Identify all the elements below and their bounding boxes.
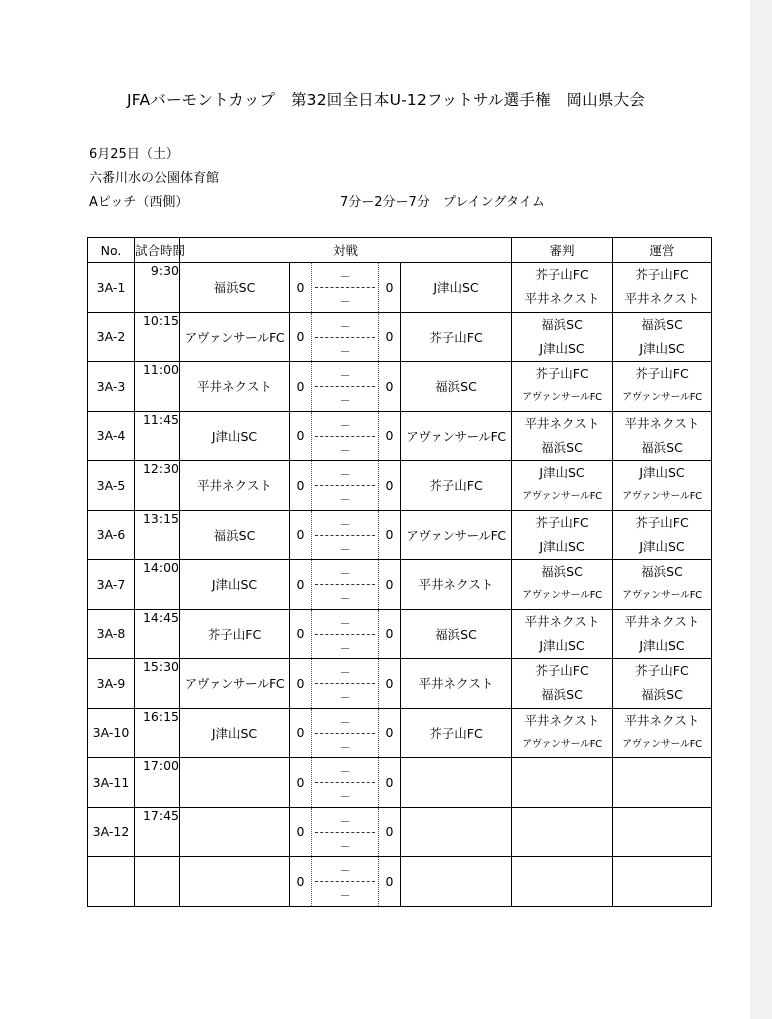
event-date: 6月25日（土）: [89, 147, 179, 162]
match-number: 3A-4: [88, 411, 135, 461]
second-half-dash: －: [339, 542, 351, 556]
divider-line: [315, 782, 375, 783]
table-row: [88, 659, 712, 709]
operation-cell: [613, 362, 712, 412]
event-venue: 六番川水の公園体育館: [89, 171, 220, 186]
away-score: 0: [379, 659, 401, 709]
referee-team-1: J津山SC: [539, 465, 585, 481]
operation-team-1: 福浜SC: [641, 316, 683, 332]
operation-team-2: J津山SC: [639, 340, 685, 356]
referee-team-2: J津山SC: [539, 538, 585, 554]
second-half-dash: －: [339, 295, 351, 309]
away-team: [401, 857, 512, 907]
home-team: 福浜SC: [180, 510, 290, 560]
second-half-dash: －: [339, 344, 351, 358]
match-number: 3A-10: [88, 708, 135, 758]
operation-team-1: 福浜SC: [641, 564, 683, 580]
match-number: 3A-2: [88, 312, 135, 362]
referee-team-1: 芥子山FC: [535, 663, 589, 679]
first-half-dash: －: [339, 616, 351, 630]
operation-team-2: アヴァンサールFC: [622, 491, 702, 503]
match-number: 3A-12: [88, 807, 135, 857]
away-score: 0: [379, 758, 401, 808]
score-separator: [312, 857, 379, 907]
away-score: 0: [379, 411, 401, 461]
away-score: 0: [379, 312, 401, 362]
referee-team-2: 福浜SC: [541, 439, 583, 455]
second-half-dash: －: [339, 691, 351, 705]
operation-team-1: 芥子山FC: [635, 514, 689, 530]
away-team: [401, 807, 512, 857]
page-edge-strip: [750, 0, 772, 1019]
operation-team-1: 芥子山FC: [635, 267, 689, 283]
referee-cell: [512, 609, 613, 659]
away-score: 0: [379, 263, 401, 313]
divider-line: [315, 337, 375, 338]
divider-line: [315, 386, 375, 387]
home-team: 芥子山FC: [180, 609, 290, 659]
table-row: [88, 560, 712, 610]
divider-line: [315, 683, 375, 684]
event-pitch: Aピッチ（西側）: [89, 195, 189, 210]
away-team: J津山SC: [401, 263, 512, 313]
table-row: [88, 609, 712, 659]
second-half-dash: －: [339, 493, 351, 507]
referee-cell: [512, 560, 613, 610]
referee-team-1: 福浜SC: [541, 564, 583, 580]
referee-team-2: 福浜SC: [541, 687, 583, 703]
referee-team-2: J津山SC: [539, 637, 585, 653]
first-half-dash: －: [339, 517, 351, 531]
table-row: [88, 362, 712, 412]
away-score: 0: [379, 510, 401, 560]
second-half-dash: －: [339, 839, 351, 853]
header-match: 対戦: [180, 238, 512, 263]
match-time: 14:45: [135, 609, 180, 659]
home-team: J津山SC: [180, 708, 290, 758]
away-team: 芥子山FC: [401, 461, 512, 511]
home-score: 0: [290, 263, 312, 313]
table-header-row: [88, 238, 712, 263]
table-body: [88, 263, 712, 907]
home-score: 0: [290, 362, 312, 412]
referee-cell: [512, 807, 613, 857]
divider-line: [315, 436, 375, 437]
match-time: 15:30: [135, 659, 180, 709]
match-time: 14:00: [135, 560, 180, 610]
away-team: 芥子山FC: [401, 312, 512, 362]
operation-team-2: J津山SC: [639, 637, 685, 653]
table-row: [88, 263, 712, 313]
match-schedule-table: [87, 237, 712, 907]
referee-team-1: 平井ネクスト: [524, 415, 600, 431]
divider-line: [315, 733, 375, 734]
away-score: 0: [379, 708, 401, 758]
away-score: 0: [379, 857, 401, 907]
referee-cell: [512, 708, 613, 758]
home-team: アヴァンサールFC: [180, 659, 290, 709]
match-number: 3A-11: [88, 758, 135, 808]
operation-cell: [613, 461, 712, 511]
referee-team-1: 芥子山FC: [535, 366, 589, 382]
home-score: 0: [290, 708, 312, 758]
operation-cell: [613, 807, 712, 857]
operation-cell: [613, 708, 712, 758]
home-team: アヴァンサールFC: [180, 312, 290, 362]
second-half-dash: －: [339, 641, 351, 655]
score-separator: [312, 461, 379, 511]
first-half-dash: －: [339, 319, 351, 333]
home-team: [180, 857, 290, 907]
table-row: [88, 807, 712, 857]
referee-cell: [512, 758, 613, 808]
away-score: 0: [379, 362, 401, 412]
home-team: 平井ネクスト: [180, 461, 290, 511]
divider-line: [315, 634, 375, 635]
operation-team-1: 平井ネクスト: [624, 712, 700, 728]
score-separator: [312, 708, 379, 758]
home-team: 福浜SC: [180, 263, 290, 313]
operation-cell: [613, 659, 712, 709]
referee-team-1: 芥子山FC: [535, 514, 589, 530]
second-half-dash: －: [339, 740, 351, 754]
table-row: [88, 312, 712, 362]
match-number: 3A-9: [88, 659, 135, 709]
operation-team-2: J津山SC: [639, 538, 685, 554]
away-team: 平井ネクスト: [401, 560, 512, 610]
match-time: 17:45: [135, 807, 180, 857]
home-team: 平井ネクスト: [180, 362, 290, 412]
match-time: [135, 857, 180, 907]
match-time: 12:30: [135, 461, 180, 511]
home-score: 0: [290, 461, 312, 511]
home-team: J津山SC: [180, 560, 290, 610]
referee-team-1: 平井ネクスト: [524, 712, 600, 728]
score-separator: [312, 609, 379, 659]
divider-line: [315, 287, 375, 288]
table-row: [88, 411, 712, 461]
match-number: 3A-1: [88, 263, 135, 313]
away-team: アヴァンサールFC: [401, 510, 512, 560]
home-score: 0: [290, 510, 312, 560]
second-half-dash: －: [339, 394, 351, 408]
operation-team-2: アヴァンサールFC: [622, 392, 702, 404]
referee-cell: [512, 411, 613, 461]
operation-cell: [613, 312, 712, 362]
away-team: 芥子山FC: [401, 708, 512, 758]
operation-team-2: アヴァンサールFC: [622, 738, 702, 750]
divider-line: [315, 832, 375, 833]
referee-cell: [512, 312, 613, 362]
operation-team-2: 平井ネクスト: [624, 291, 700, 307]
first-half-dash: －: [339, 864, 351, 878]
operation-team-1: 芥子山FC: [635, 366, 689, 382]
referee-cell: [512, 263, 613, 313]
score-separator: [312, 263, 379, 313]
second-half-dash: －: [339, 889, 351, 903]
home-score: 0: [290, 857, 312, 907]
score-separator: [312, 312, 379, 362]
second-half-dash: －: [339, 790, 351, 804]
first-half-dash: －: [339, 567, 351, 581]
home-score: 0: [290, 560, 312, 610]
divider-line: [315, 485, 375, 486]
score-separator: [312, 659, 379, 709]
header-time: 試合時間: [135, 238, 180, 263]
score-separator: [312, 362, 379, 412]
match-number: [88, 857, 135, 907]
first-half-dash: －: [339, 369, 351, 383]
home-score: 0: [290, 312, 312, 362]
header-no: No.: [88, 238, 135, 263]
second-half-dash: －: [339, 592, 351, 606]
divider-line: [315, 535, 375, 536]
operation-team-1: 平井ネクスト: [624, 613, 700, 629]
operation-cell: [613, 857, 712, 907]
referee-team-2: J津山SC: [539, 340, 585, 356]
away-score: 0: [379, 560, 401, 610]
home-score: 0: [290, 758, 312, 808]
referee-team-2: アヴァンサールFC: [522, 392, 602, 404]
referee-team-2: 平井ネクスト: [524, 291, 600, 307]
score-separator: [312, 411, 379, 461]
match-number: 3A-3: [88, 362, 135, 412]
referee-team-1: 福浜SC: [541, 316, 583, 332]
table-row: [88, 758, 712, 808]
playing-time-format: 7分ー2分ー7分 プレイングタイム: [340, 195, 545, 210]
home-team: [180, 758, 290, 808]
first-half-dash: －: [339, 715, 351, 729]
table-row: [88, 510, 712, 560]
away-team: アヴァンサールFC: [401, 411, 512, 461]
away-score: 0: [379, 461, 401, 511]
match-time: 11:00: [135, 362, 180, 412]
referee-team-2: アヴァンサールFC: [522, 491, 602, 503]
operation-team-2: アヴァンサールFC: [622, 590, 702, 602]
first-half-dash: －: [339, 765, 351, 779]
operation-team-1: 芥子山FC: [635, 663, 689, 679]
home-score: 0: [290, 807, 312, 857]
divider-line: [315, 881, 375, 882]
match-time: 11:45: [135, 411, 180, 461]
away-team: 平井ネクスト: [401, 659, 512, 709]
home-team: J津山SC: [180, 411, 290, 461]
match-number: 3A-6: [88, 510, 135, 560]
table-row: [88, 461, 712, 511]
score-separator: [312, 560, 379, 610]
operation-team-2: 福浜SC: [641, 687, 683, 703]
home-team: [180, 807, 290, 857]
first-half-dash: －: [339, 418, 351, 432]
home-score: 0: [290, 659, 312, 709]
match-time: 17:00: [135, 758, 180, 808]
operation-team-2: 福浜SC: [641, 439, 683, 455]
away-team: [401, 758, 512, 808]
referee-cell: [512, 510, 613, 560]
score-separator: [312, 758, 379, 808]
first-half-dash: －: [339, 814, 351, 828]
match-time: 10:15: [135, 312, 180, 362]
away-team: 福浜SC: [401, 609, 512, 659]
referee-team-1: 芥子山FC: [535, 267, 589, 283]
divider-line: [315, 584, 375, 585]
referee-team-2: アヴァンサールFC: [522, 590, 602, 602]
operation-cell: [613, 510, 712, 560]
header-operation: 運営: [613, 238, 712, 263]
first-half-dash: －: [339, 468, 351, 482]
document-title: JFAバーモントカップ 第32回全日本U-12フットサル選手権 岡山県大会: [127, 91, 645, 109]
referee-team-2: アヴァンサールFC: [522, 738, 602, 750]
home-score: 0: [290, 609, 312, 659]
table-row: [88, 857, 712, 907]
first-half-dash: －: [339, 270, 351, 284]
match-number: 3A-7: [88, 560, 135, 610]
match-time: 16:15: [135, 708, 180, 758]
referee-cell: [512, 362, 613, 412]
first-half-dash: －: [339, 666, 351, 680]
referee-team-1: 平井ネクスト: [524, 613, 600, 629]
referee-cell: [512, 659, 613, 709]
match-number: 3A-8: [88, 609, 135, 659]
second-half-dash: －: [339, 443, 351, 457]
operation-team-1: 平井ネクスト: [624, 415, 700, 431]
operation-cell: [613, 560, 712, 610]
match-time: 13:15: [135, 510, 180, 560]
operation-cell: [613, 263, 712, 313]
home-score: 0: [290, 411, 312, 461]
away-score: 0: [379, 609, 401, 659]
operation-cell: [613, 411, 712, 461]
header-referee: 審判: [512, 238, 613, 263]
referee-cell: [512, 461, 613, 511]
operation-team-1: J津山SC: [639, 465, 685, 481]
score-separator: [312, 510, 379, 560]
score-separator: [312, 807, 379, 857]
match-number: 3A-5: [88, 461, 135, 511]
away-score: 0: [379, 807, 401, 857]
table-row: [88, 708, 712, 758]
away-team: 福浜SC: [401, 362, 512, 412]
operation-cell: [613, 609, 712, 659]
referee-cell: [512, 857, 613, 907]
operation-cell: [613, 758, 712, 808]
match-time: 9:30: [135, 263, 180, 313]
